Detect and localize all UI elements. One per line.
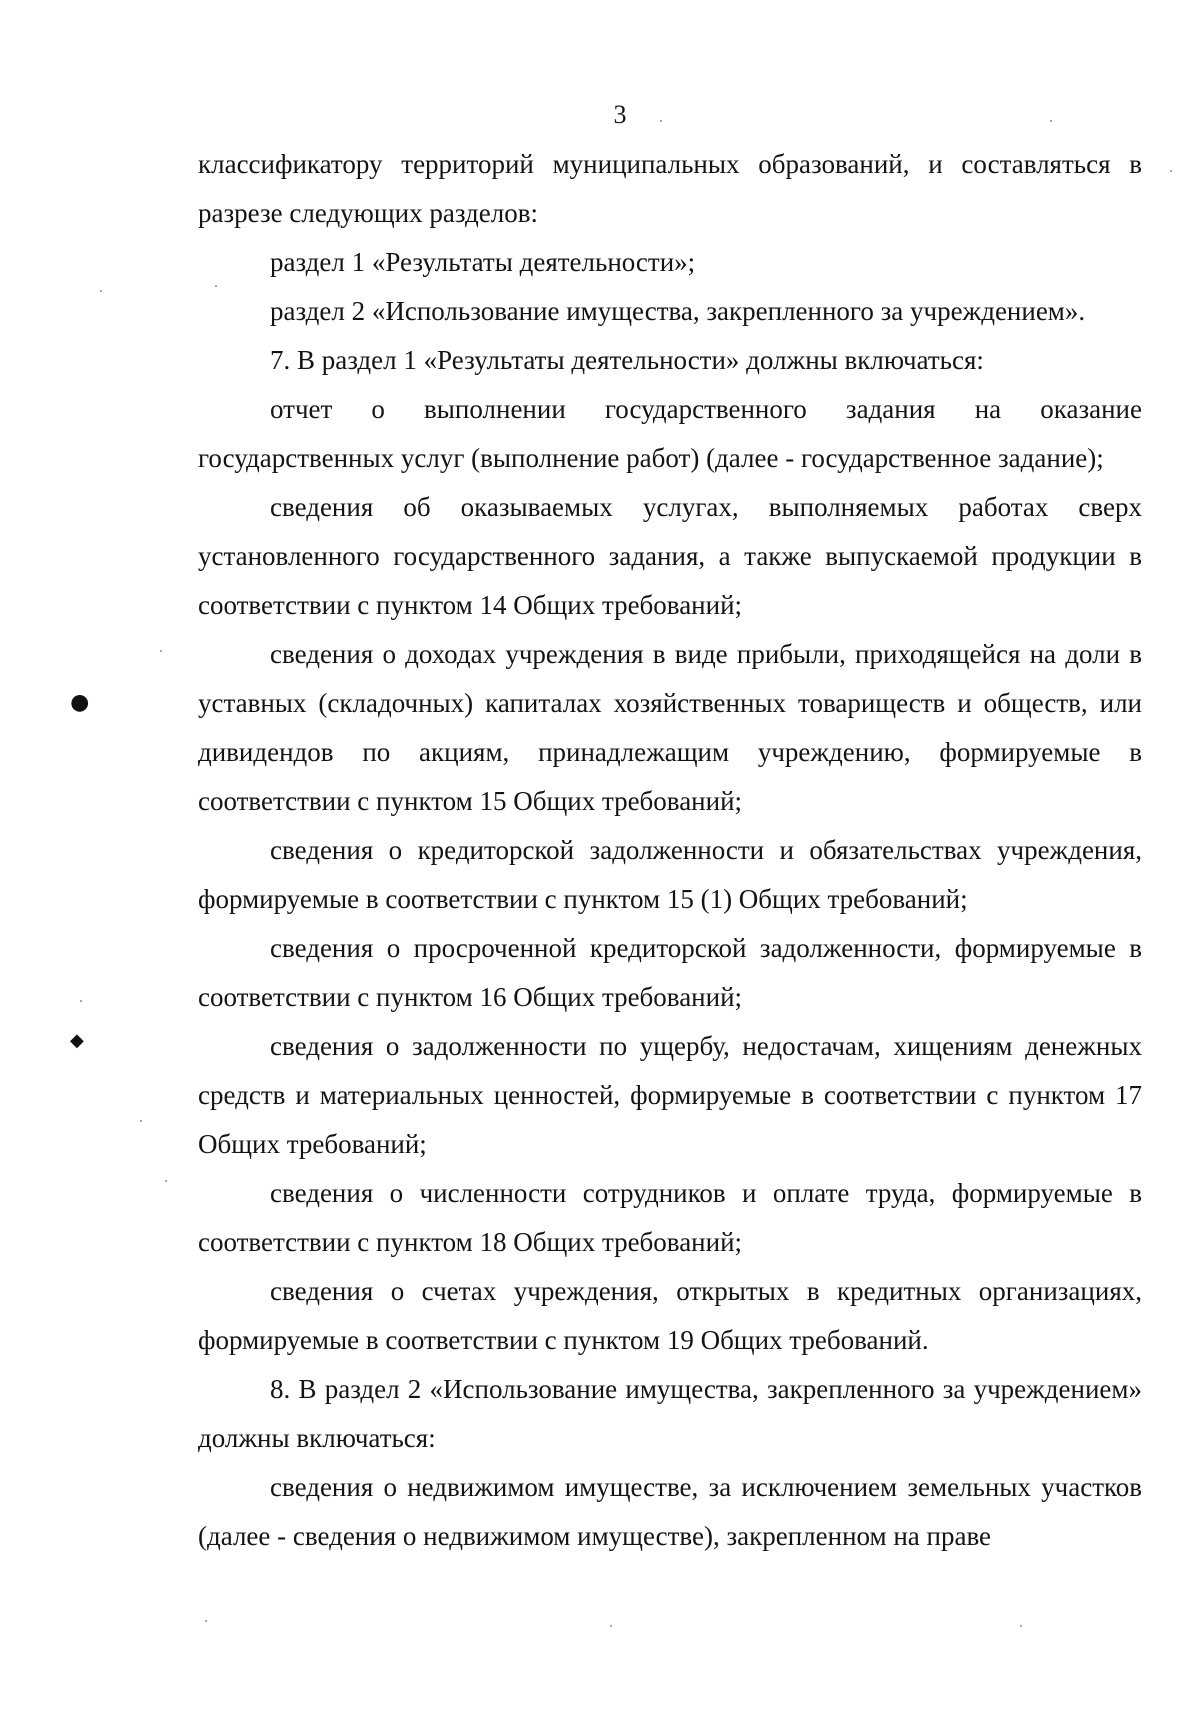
paragraph-accounts-info: сведения о счетах учреждения, открытых в кредитных организациях, формируемые в соответствии с пунктом 19 Общих требований. [198, 1276, 1142, 1355]
scan-speck [1020, 1625, 1022, 1627]
scan-speck [140, 1120, 142, 1122]
paragraph-income-info: сведения о доходах учреждения в виде прибыли, приходящейся на доли в уставных (складочных) капиталах хозяйственных товариществ и обществ, или дивидендов по акциям, принадлежащим учреждению, формируемые в соответствии с пунктом 15 Общих требований; [198, 639, 1142, 816]
paragraph-item-8: 8. В раздел 2 «Использование имущества, закрепленного за учреждением» должны включаться: [198, 1374, 1142, 1453]
scan-speck [160, 650, 162, 652]
page-number: 3 [613, 100, 627, 129]
scan-speck [660, 120, 662, 122]
scan-speck [610, 1625, 612, 1627]
paragraph-section-1: раздел 1 «Результаты деятельности»; [270, 247, 696, 277]
paragraph-services-info: сведения об оказываемых услугах, выполняемых работах сверх установленного государственного задания, а также выпускаемой продукции в соответствии с пунктом 14 Общих требований; [198, 492, 1142, 620]
scan-speck [215, 285, 217, 287]
scan-speck [165, 1180, 167, 1182]
paragraph-section-2: раздел 2 «Использование имущества, закрепленного за учреждением». [270, 296, 1086, 326]
paragraph-damage-debt-info: сведения о задолженности по ущербу, недостачам, хищениям денежных средств и материальных ценностей, формируемые в соответствии с пунктом 17 Общих требований; [198, 1031, 1142, 1159]
paragraph-creditor-debt-info: сведения о кредиторской задолженности и обязательствах учреждения, формируемые в соответствии с пунктом 15 (1) Общих требований; [198, 835, 1142, 914]
scan-speck [100, 290, 102, 292]
scan-speck [205, 1620, 207, 1622]
paragraph-state-task-report: отчет о выполнении государственного задания на оказание государственных услуг (выполнение работ) (далее - государственное задание); [198, 394, 1142, 473]
paragraph-continuation: классификатору территорий муниципальных образований, и составляться в разрезе следующих разделов: [198, 149, 1142, 228]
document-body [198, 140, 1142, 1561]
scan-speck [1170, 170, 1172, 172]
paragraph-real-estate-info: сведения о недвижимом имуществе, за исключением земельных участков (далее - сведения о недвижимом имуществе), закрепленном на праве [198, 1472, 1142, 1551]
hole-punch-mark: ◆ [70, 1030, 84, 1051]
scan-speck [1050, 120, 1052, 122]
paragraph-staff-info: сведения о численности сотрудников и оплате труда, формируемые в соответствии с пунктом 18 Общих требований; [198, 1178, 1142, 1257]
paragraph-item-7: 7. В раздел 1 «Результаты деятельности» должны включаться: [270, 345, 984, 375]
hole-punch-mark: ● [67, 688, 92, 717]
scan-speck [80, 1000, 82, 1002]
paragraph-overdue-debt-info: сведения о просроченной кредиторской задолженности, формируемые в соответствии с пунктом 16 Общих требований; [198, 933, 1142, 1012]
